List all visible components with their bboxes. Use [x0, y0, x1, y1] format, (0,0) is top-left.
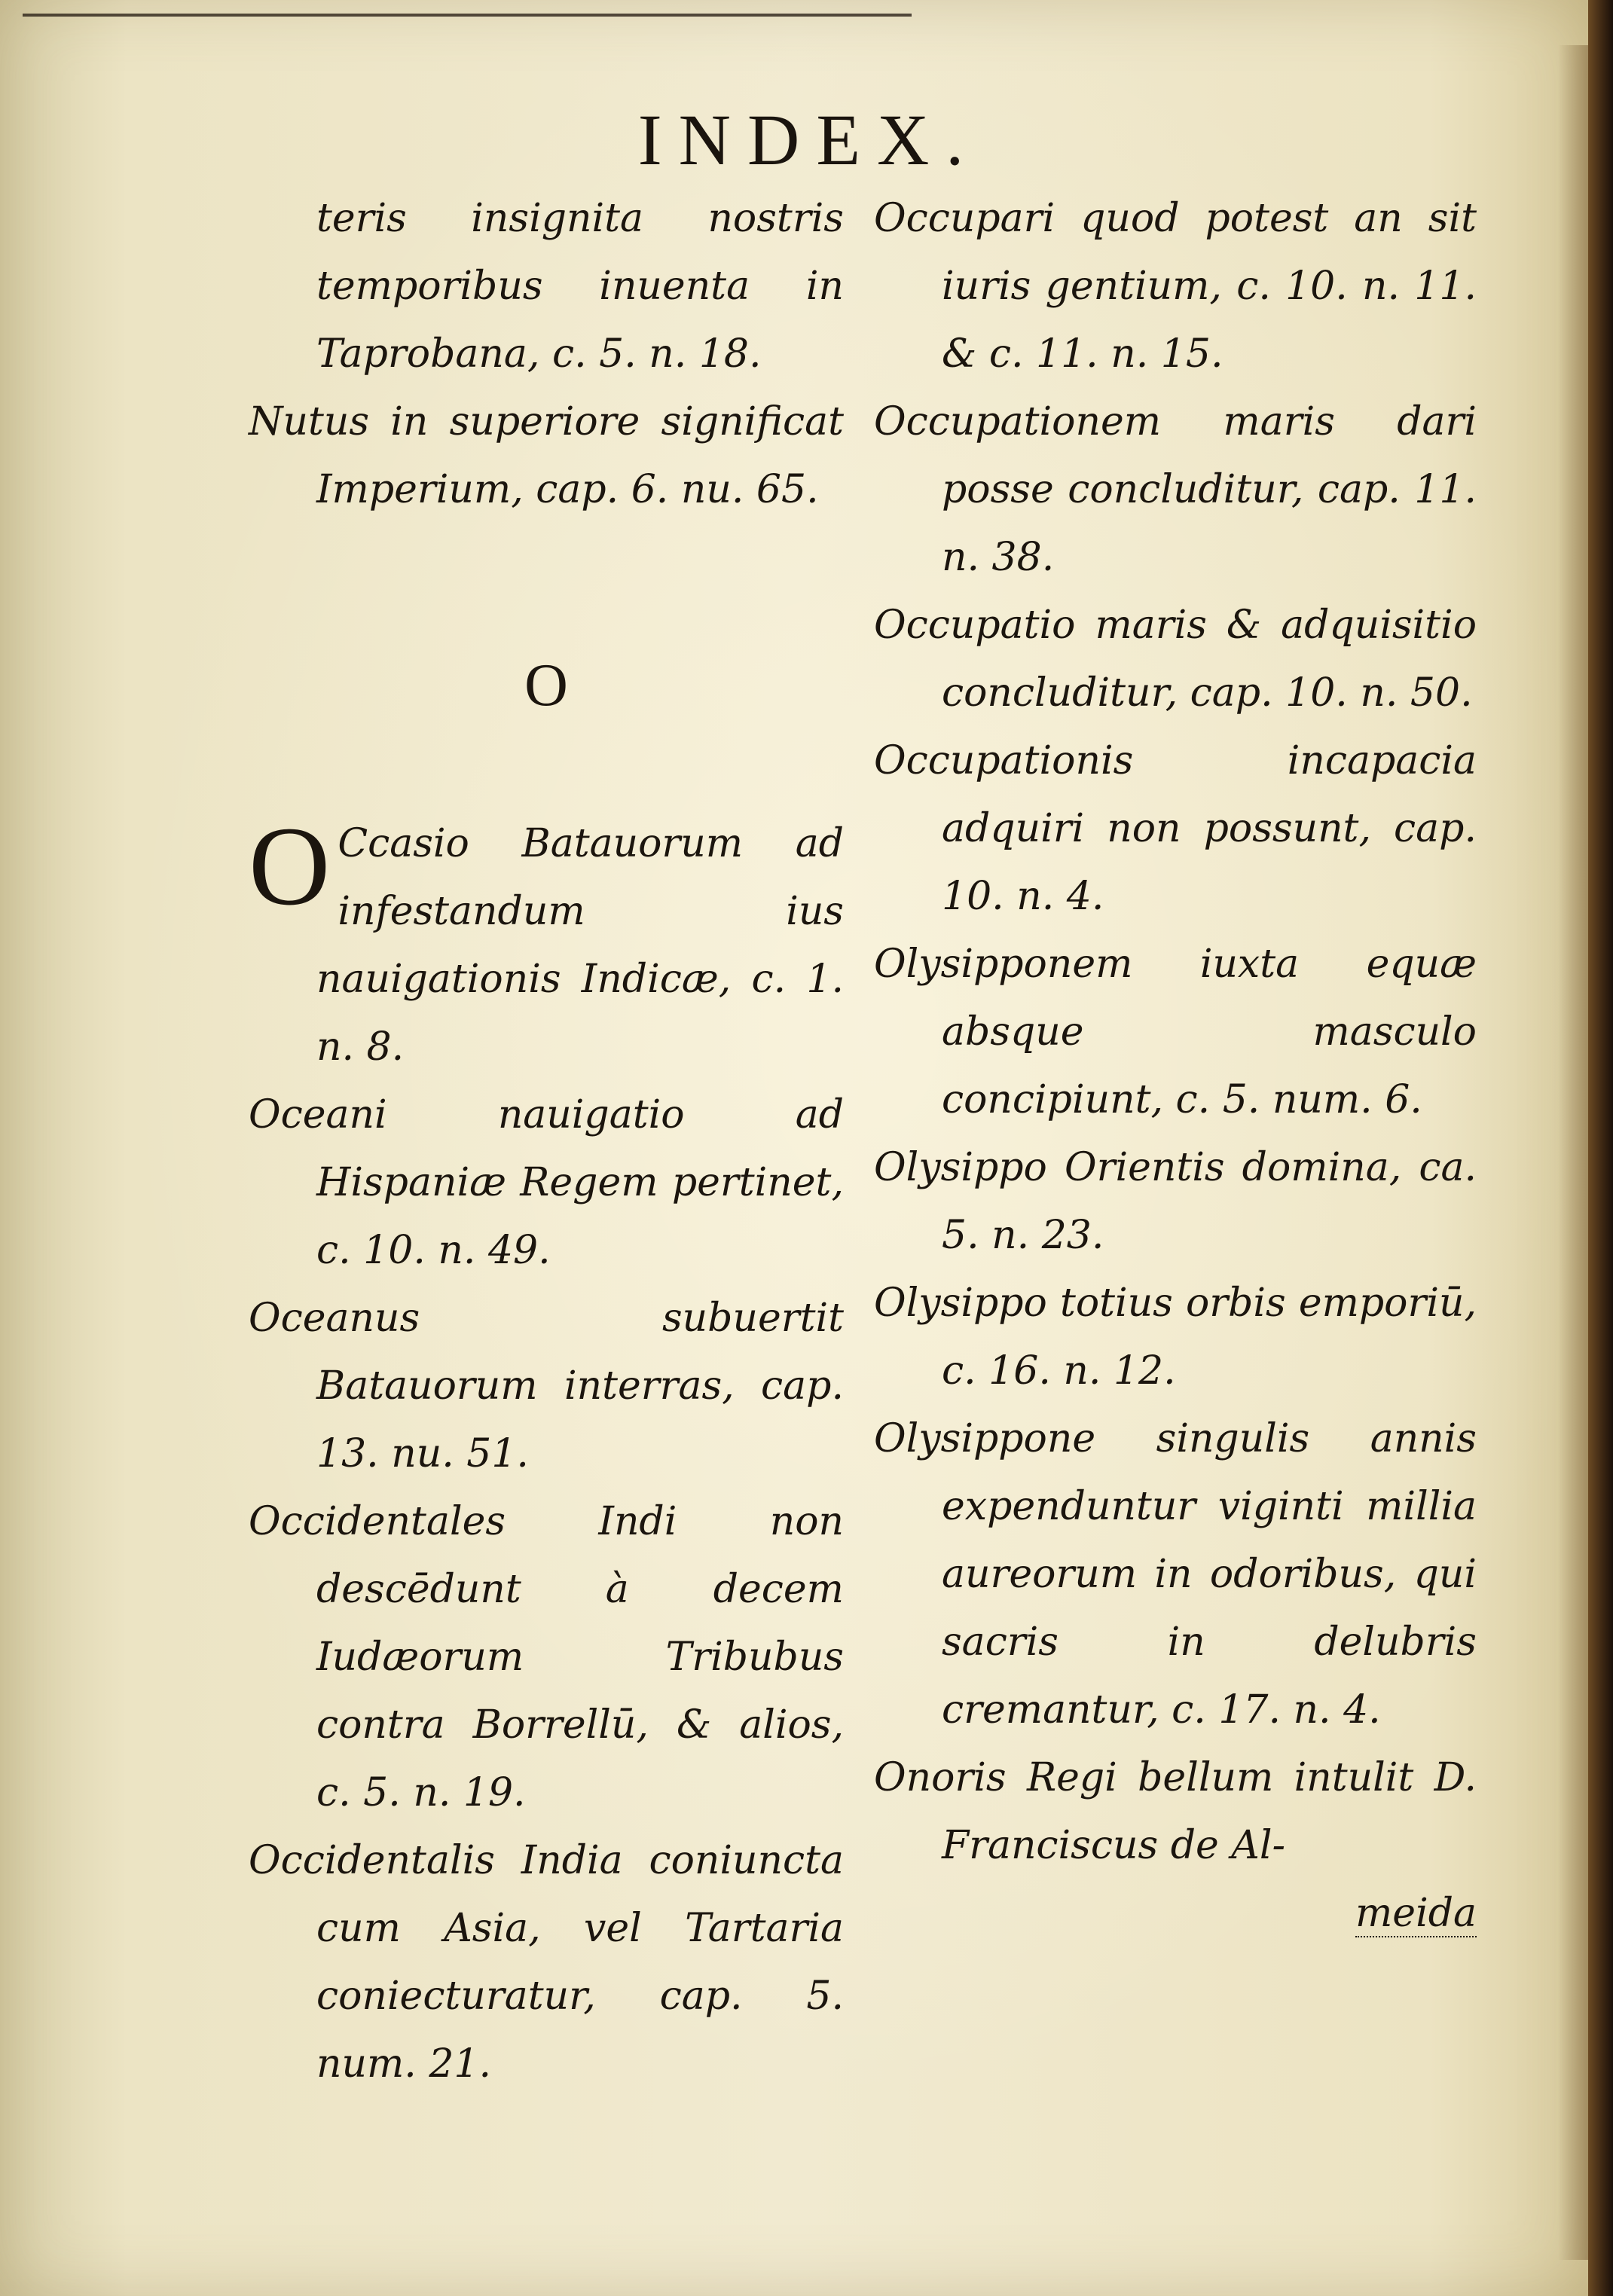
index-entry: Occidentales Indi non descēdunt à decem Iudæorum Tribubus contra Borrellū, & alios, c. 5. n. 19.: [249, 1499, 844, 1815]
catchword: [874, 1879, 1477, 1947]
top-rule: [23, 14, 912, 17]
index-entry: Oceanus subuertit Batauorum interras, cap. 13. nu. 51.: [249, 1296, 844, 1476]
book-spine-edge: [1588, 0, 1613, 2296]
left-column: [249, 185, 844, 2098]
index-entry: Occupari quod potest an sit iuris gentium, c. 10. n. 11. & c. 11. n. 15.: [874, 196, 1477, 377]
index-entry: Occupatio maris & adquisitio concluditur, cap. 10. n. 50.: [874, 603, 1477, 716]
index-entry: Occupationis incapacia adquiri non possunt, cap. 10. n. 4.: [874, 738, 1477, 919]
index-entry: Olysippone singulis annis expenduntur viginti millia aureorum in odoribus, qui sacris in delubris cremantur, c. 17. n. 4.: [874, 1416, 1477, 1733]
index-entry: Occidentalis India coniuncta cum Asia, vel Tartaria coniecturatur, cap. 5. num. 21.: [249, 1838, 844, 2087]
index-entry: Oceani nauigatio ad Hispaniæ Regem pertinet, c. 10. n. 49.: [249, 1092, 844, 1273]
drop-cap: O: [249, 804, 331, 929]
index-entry: Nutus in superiore significat Imperium, cap. 6. nu. 65.: [249, 399, 844, 512]
catchword-text: meida: [1355, 1891, 1477, 1936]
index-entry: Olysippo totius orbis emporiū, c. 16. n. 12.: [874, 1281, 1477, 1394]
index-entry: Occupationem maris dari posse concluditur, cap. 11. n. 38.: [874, 399, 1477, 580]
drop-entry-text: Ccasio Batauorum ad infestandum ius nauigationis Indicæ, c. 1. n. 8.: [316, 821, 844, 1070]
index-entry: Olysippo Orientis domina, ca. 5. n. 23.: [874, 1145, 1477, 1258]
index-entry: Olysipponem iuxta equæ absque masculo concipiunt, c. 5. num. 6.: [874, 942, 1477, 1122]
section-letter: O: [524, 652, 568, 719]
right-column: [874, 185, 1477, 1947]
index-entry-dropcap: [249, 804, 844, 1081]
page-header: INDEX.: [637, 99, 981, 180]
index-entry: Onoris Regi bellum intulit D. Franciscus de Al-: [874, 1755, 1477, 1868]
index-entry: teris insignita nostris temporibus inuenta in Taprobana, c. 5. n. 18.: [316, 196, 844, 377]
